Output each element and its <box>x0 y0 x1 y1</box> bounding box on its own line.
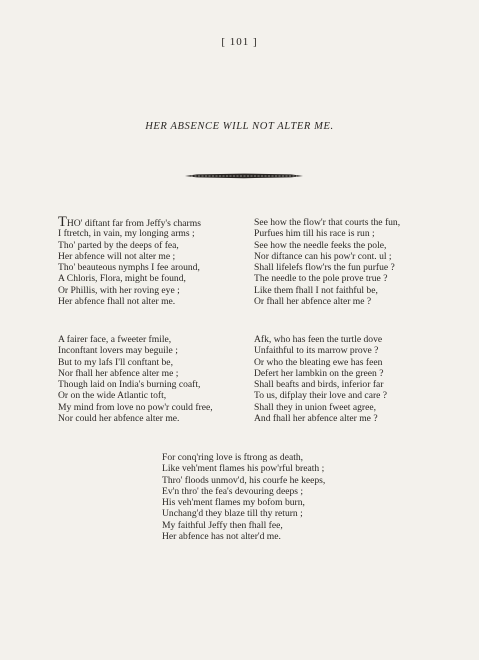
verse-line: Tho' parted by the deeps of fea, <box>58 239 179 251</box>
verse-line: Shall beafts and birds, inferior far <box>254 379 384 391</box>
verse-line: Shall lifelefs flow'rs the fun purfue ? <box>254 262 395 274</box>
ornament-rule-icon <box>185 171 303 179</box>
first-verse-rest: HO' diftant far from Jeffy's charms <box>66 218 201 229</box>
verse-line: Tho' beauteous nymphs I fee around, <box>58 262 200 274</box>
left-stanza-2 <box>58 334 213 424</box>
verse-line: Unfaithful to its marrow prove ? <box>254 345 379 357</box>
verse-line: To us, difplay their love and care ? <box>254 390 388 402</box>
verse-line: A Chloris, Flora, might be found, <box>58 273 186 285</box>
right-stanza-2 <box>254 334 387 424</box>
verse-line: The needle to the pole prove true ? <box>254 273 388 285</box>
poem-title: HER ABSENCE WILL NOT ALTER ME. <box>145 121 334 132</box>
page-number: [ 101 ] <box>221 36 258 48</box>
verse-line: Ev'n thro' the fea's devouring deeps ; <box>162 485 304 497</box>
verse-line: Nor fhall her abfence alter me ; <box>58 367 179 379</box>
verse-line: A fairer face, a fweeter fmile, <box>58 334 172 345</box>
verse-line: Her abfence will not alter me ; <box>58 250 176 262</box>
verse-line: And fhall her abfence alter me ? <box>254 413 378 425</box>
verse-line: Her abfence fhall not alter me. <box>58 296 176 308</box>
drop-cap: T <box>58 214 67 230</box>
verse-line: Or on the wide Atlantic toft, <box>58 390 167 402</box>
verse-line: Inconftant lovers may beguile ; <box>58 345 178 357</box>
verse-line: For conq'ring love is ftrong as death, <box>162 452 304 463</box>
left-stanza-1 <box>58 214 201 308</box>
verse-line: See how the flow'r that courts the fun, <box>254 217 401 228</box>
verse-line: Her abfence has not alter'd me. <box>162 531 281 543</box>
verse-line: My mind from love no pow'r could free, <box>58 401 213 413</box>
verse-line: Though laid on India's burning coaft, <box>58 379 201 391</box>
verse-line: Shall they in union fweet agree, <box>254 401 377 413</box>
verse-line: Afk, who has feen the turtle dove <box>254 334 383 345</box>
verse-line: Defert her lambkin on the green ? <box>254 367 384 379</box>
verse-line: Or who the bleating ewe has feen <box>254 356 383 368</box>
first-verse-line <box>58 214 201 230</box>
verse-line: Or Phillis, with her roving eye ; <box>58 284 180 296</box>
verse-line: Unchang'd they blaze till thy return ; <box>162 508 303 520</box>
verse-line: Thro' floods unmov'd, his courfe he keeps, <box>162 474 326 486</box>
final-stanza <box>162 452 325 542</box>
verse-line: Nor could her abfence alter me. <box>58 413 180 425</box>
verse-line: See how the needle feeks the pole, <box>254 239 387 251</box>
verse-line: Purfues him till his race is run ; <box>254 228 375 240</box>
verse-line: I ftretch, in vain, my longing arms ; <box>58 228 195 240</box>
verse-line: Like them fhall I not faithful be, <box>254 284 378 296</box>
verse-line: Nor diftance can his pow'r cont. ul ; <box>254 250 392 262</box>
right-stanza-1 <box>254 217 400 307</box>
verse-line: But to my lafs I'll conftant be, <box>58 356 173 368</box>
verse-line: His veh'ment flames my bofom burn, <box>162 497 305 509</box>
verse-line: My faithful Jeffy then fhall fee, <box>162 519 283 531</box>
verse-line: Like veh'ment flames his pow'rful breath ; <box>162 463 325 475</box>
verse-line: Or fhall her abfence alter me ? <box>254 296 372 308</box>
